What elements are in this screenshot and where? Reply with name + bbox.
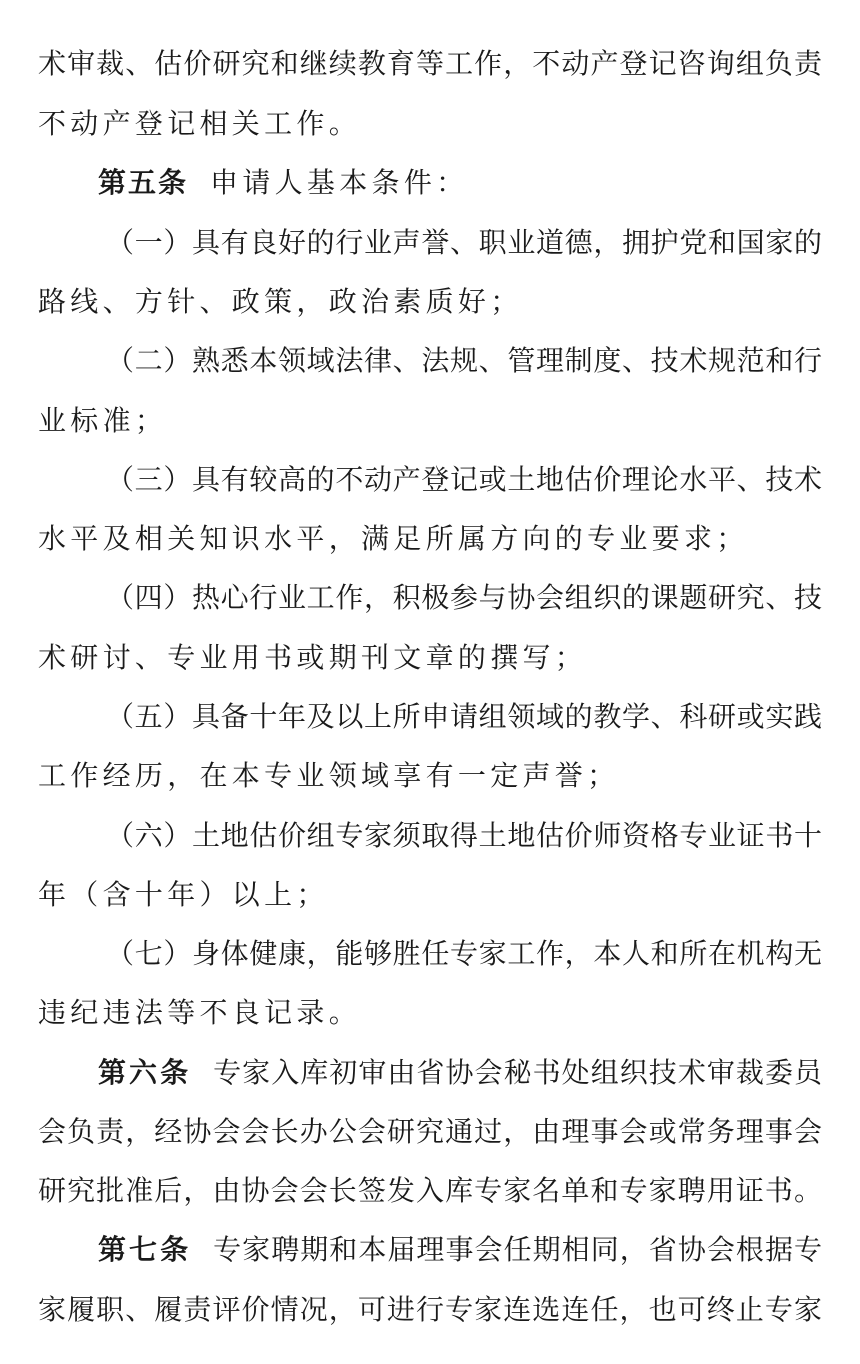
list-item: （七）身体健康，能够胜任专家工作，本人和所在机构无 xyxy=(106,937,822,970)
article-7-text: 专家聘期和本届理事会任期相同，省协会根据专 xyxy=(213,1233,822,1266)
list-item: （二）熟悉本领域法律、法规、管理制度、技术规范和行 xyxy=(106,344,822,377)
article-6-heading: 第六条 xyxy=(98,1056,192,1089)
text-line: 术审裁、估价研究和继续教育等工作，不动产登记咨询组负责 xyxy=(38,47,822,80)
text-line: 水平及相关知识水平，满足所属方向的专业要求； xyxy=(38,522,749,555)
article-5-paragraph xyxy=(98,163,822,203)
article-7-paragraph xyxy=(98,1230,822,1270)
article-5-text: 申请人基本条件： xyxy=(210,166,469,199)
text-line: 业标准； xyxy=(38,404,168,437)
text-line: 路线、方针、政策，政治素质好； xyxy=(38,285,523,318)
list-item: （五）具备十年及以上所申请组领域的教学、科研或实践 xyxy=(106,700,822,733)
article-7-heading: 第七条 xyxy=(98,1233,192,1266)
list-item: （六）土地估价组专家须取得土地估价师资格专业证书十 xyxy=(106,819,822,852)
text-line: 违纪违法等不良记录。 xyxy=(38,996,362,1029)
list-item: （一）具有良好的行业声誉、职业道德，拥护党和国家的 xyxy=(106,226,822,259)
list-item: （四）热心行业工作，积极参与协会组织的课题研究、技 xyxy=(106,581,822,614)
text-line: 会负责，经协会会长办公会研究通过，由理事会或常务理事会 xyxy=(38,1115,822,1148)
article-6-paragraph xyxy=(98,1053,822,1093)
text-line: 不动产登记相关工作。 xyxy=(38,107,362,140)
text-line: 家履职、履责评价情况，可进行专家连选连任，也可终止专家 xyxy=(38,1293,822,1326)
text-line: 术研讨、专业用书或期刊文章的撰写； xyxy=(38,641,588,674)
list-item: （三）具有较高的不动产登记或土地估价理论水平、技术 xyxy=(106,463,822,496)
text-line: 工作经历，在本专业领域享有一定声誉； xyxy=(38,759,620,792)
article-5-heading: 第五条 xyxy=(98,166,189,199)
article-6-text: 专家入库初审由省协会秘书处组织技术审裁委员 xyxy=(213,1056,822,1089)
text-line: 研究批准后，由协会会长签发入库专家名单和专家聘用证书。 xyxy=(38,1174,822,1207)
text-line: 年（含十年）以上； xyxy=(38,878,329,911)
